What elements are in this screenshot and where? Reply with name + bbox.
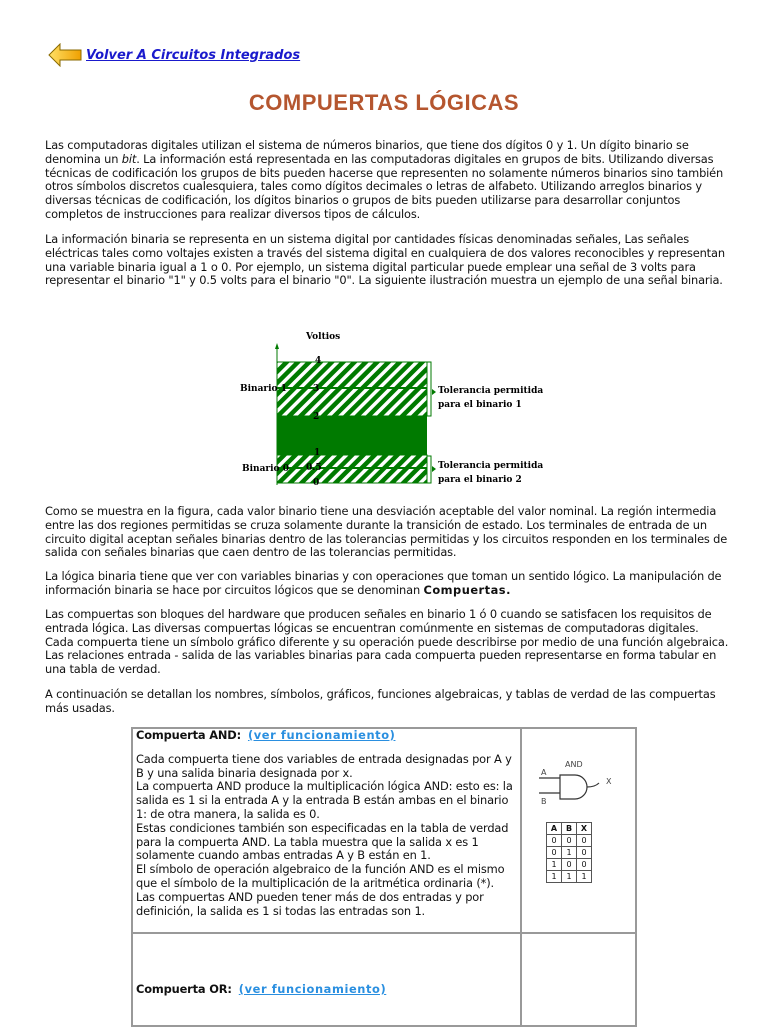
text: Las computadoras digitales utilizan el sistema de números binarios, que tiene dos dígitos 0 y 1. Un dígito binario se denomina un xyxy=(45,138,689,166)
cell: 0 xyxy=(577,859,592,871)
arrow-left-icon xyxy=(48,43,82,67)
gate-name: Compuerta AND: xyxy=(136,728,242,742)
divider xyxy=(133,932,635,934)
ver-funcionamiento-link[interactable]: (ver funcionamiento) xyxy=(238,982,387,996)
paragraph-list-intro: A continuación se detallan los nombres, símbolos, gráficos, funciones algebraicas, y tablas de verdad de las compuertas más usadas. xyxy=(45,687,716,715)
tick: 3 xyxy=(313,384,320,394)
tick: 2 xyxy=(313,412,320,422)
paragraph-logic xyxy=(45,570,730,598)
paragraph-signals: La información binaria se representa en un sistema digital por cantidades físicas denominadas señales, Las señales eléctricas tales como voltajes existen a través del sistema digital en cualquiera de dos valores reconocibles y representan una variable binaria igual a 1 o 0. Por ejemplo, un sistema digital particular puede emplear una señal de 3 volts para representar el binario "1" y 0.5 volts para el binario "0". La siguiente ilustración muestra un ejemplo de una señal binaria. xyxy=(45,232,725,288)
gate-name: Compuerta OR: xyxy=(136,982,232,996)
output-x: X xyxy=(606,777,612,786)
cell: 1 xyxy=(562,847,577,859)
header: B xyxy=(562,823,577,835)
cell: 0 xyxy=(577,835,592,847)
cell: 1 xyxy=(562,871,577,883)
and-truth-table xyxy=(546,822,592,883)
cell: 0 xyxy=(562,835,577,847)
tick: 0 xyxy=(313,478,320,488)
paragraph-tolerance: Como se muestra en la figura, cada valor binario tiene una desviación aceptable del valor nominal. La región intermedia entre las dos regiones permitidas se cruza solamente durante la transición de estado. Los terminales de entrada de un circuito digital aceptan señales binarias dentro de las tolerancias permitidas y los circuitos responden en los terminales de salida con señales binarias que caen dentro de las tolerancias permitidas. xyxy=(45,504,728,560)
cell: 1 xyxy=(547,859,562,871)
binary0-label: Binario 0 xyxy=(242,464,289,474)
tick: 0.5 xyxy=(306,463,322,473)
input-b: B xyxy=(541,797,547,806)
tick: 1 xyxy=(314,448,321,458)
table-row xyxy=(547,835,592,847)
back-nav[interactable] xyxy=(48,43,300,67)
compuertas-term: Compuertas. xyxy=(423,582,511,597)
tolerance2-label: para el binario 2 xyxy=(438,475,522,485)
cell: 0 xyxy=(547,835,562,847)
cell: 0 xyxy=(547,847,562,859)
cell: 0 xyxy=(562,859,577,871)
tolerance2-label: Tolerancia permitida xyxy=(438,461,544,471)
tolerance1-label: para el binario 1 xyxy=(438,400,522,410)
paragraph-intro xyxy=(45,139,730,222)
divider xyxy=(520,729,522,1025)
table-row xyxy=(547,847,592,859)
or-gate-cell xyxy=(136,983,519,997)
cell: 1 xyxy=(577,871,592,883)
transition-band xyxy=(277,416,427,455)
binary-signal-figure xyxy=(230,325,560,490)
ver-funcionamiento-link[interactable]: (ver funcionamiento) xyxy=(247,728,396,742)
tick: 4 xyxy=(315,356,322,366)
and-gate-cell xyxy=(136,729,519,918)
cell: 1 xyxy=(547,871,562,883)
header: A xyxy=(547,823,562,835)
brackets xyxy=(427,362,431,483)
tolerance1-label: Tolerancia permitida xyxy=(438,386,544,396)
back-link[interactable]: Volver A Circuitos Integrados xyxy=(86,47,301,63)
table-row xyxy=(547,859,592,871)
gate-title: AND xyxy=(565,760,583,769)
axis-label: Voltios xyxy=(306,332,341,342)
input-a: A xyxy=(541,768,547,777)
cell: 0 xyxy=(577,847,592,859)
paragraph-gates: Las compuertas son bloques del hardware que producen señales en binario 1 ó 0 cuando se satisfacen los requisitos de entrada lógica. Las diversas compuertas lógicas se encuentran comúnmente en sistemas de computadoras digitales. Cada compuerta tiene un símbolo gráfico diferente y su operación puede describirse por medio de una función algebraica. Las relaciones entrada - salida de las variables binarias para cada compuerta pueden representarse en forma tabular en una tabla de verdad. xyxy=(45,607,729,677)
gate-description: Cada compuerta tiene dos variables de entrada designadas por A y B y una salida binaria designada por x. La compuerta AND produce la multiplicación lógica AND: esto es: la salida es 1 si la entrada A y la entrada B están ambas en el binario 1: de otra manera, la salida es 0. Estas condiciones también son especificadas en la tabla de verdad para la compuerta AND. La tabla muestra que la salida x es 1 solamente cuando ambas entradas A y B están en 1. El símbolo de operación algebraico de la función AND es el mismo que el símbolo de la multiplicación de la aritmética ordinaria (*). Las compuertas AND pueden tener más de dos entradas y por definición, la salida es 1 si todas las entradas son 1. xyxy=(136,751,513,918)
page-title: COMPUERTAS LÓGICAS xyxy=(248,90,520,115)
text: . La información está representada en las computadoras digitales en grupos de bits. Utilizando diversas técnicas de codificación los grupos de bits pueden hacerse que representen no solamente números binarios sino también otros símbolos discretos cualesquiera, tales como dígitos decimales o letras de alfabeto. Utilizando arreglos binarios y diversas técnicas de codificación, los dígitos binarios o grupos de bits pueden utilizarse para desarrollar conjuntos completos de instrucciones para realizar diversos tipos de cálculos. xyxy=(45,151,724,221)
header: X xyxy=(577,823,592,835)
text: La lógica binaria tiene que ver con variables binarias y con operaciones que toman un sentido lógico. La manipulación de información binaria se hace por circuitos lógicos que se denominan xyxy=(45,569,722,597)
table-row xyxy=(547,871,592,883)
binary1-label: Binario 1 xyxy=(240,384,287,394)
and-gate-symbol xyxy=(535,759,635,809)
axis-arrow xyxy=(275,343,279,349)
bit-term: bit xyxy=(121,151,137,166)
